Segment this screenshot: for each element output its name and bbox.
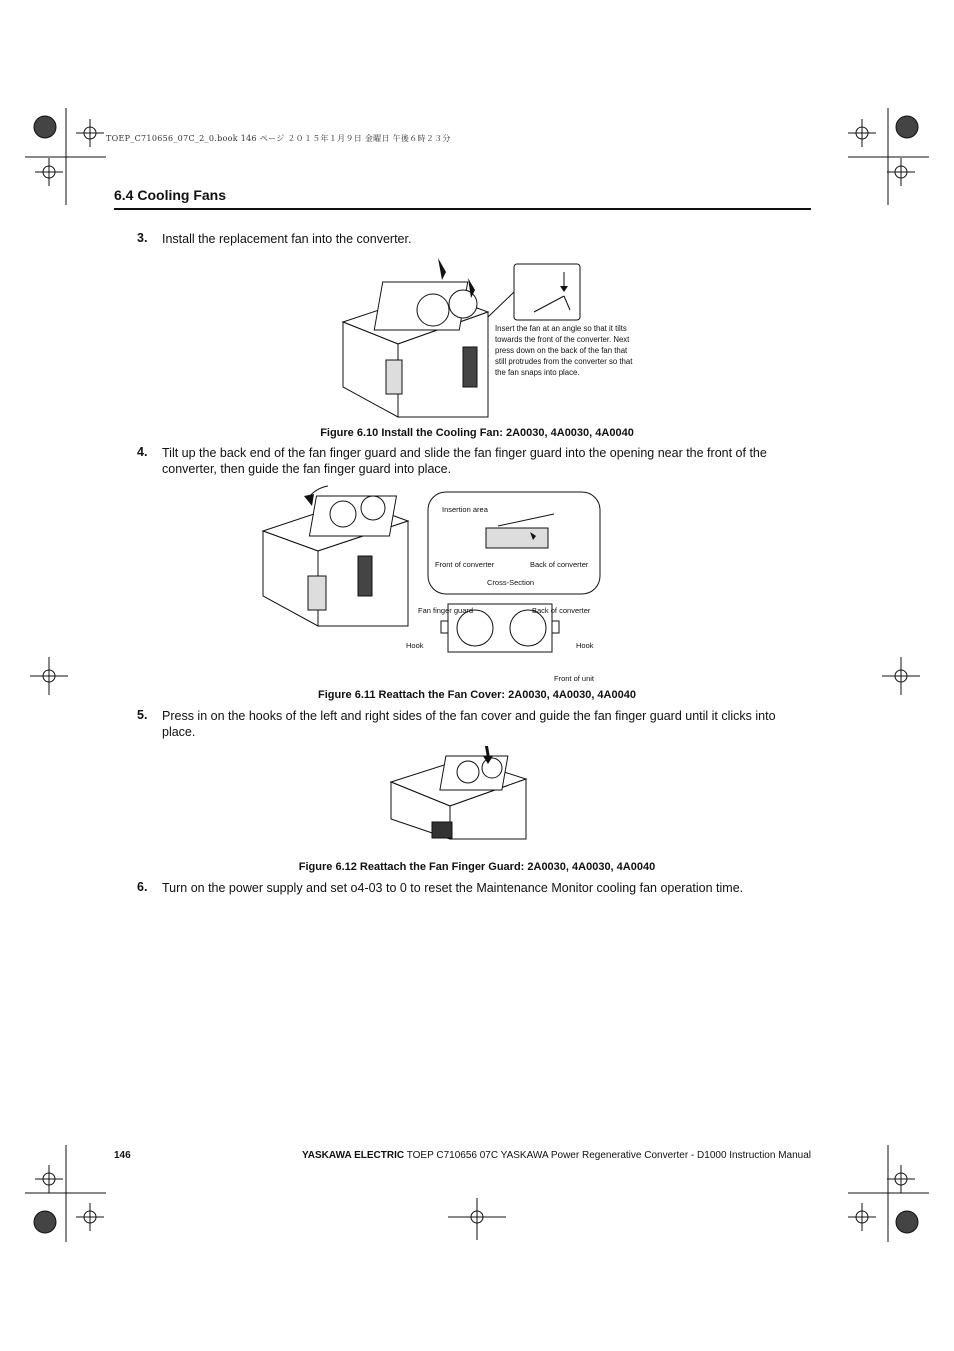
label-fan-finger-guard: Fan finger guard	[418, 606, 474, 615]
page-number: 146	[114, 1150, 131, 1161]
figure-6-10-note: Insert the fan at an angle so that it tilts towards the front of the converter. Next press down on the back of the fan that still protrudes from the converter so that the fan snaps into place.	[495, 324, 633, 377]
step-4-number: 4.	[137, 445, 148, 459]
label-front-of-converter: Front of converter	[435, 560, 495, 569]
figure-6-11-caption: Figure 6.11 Reattach the Fan Cover: 2A0030, 4A0030, 4A0040	[318, 689, 636, 701]
label-back-of-converter-2: Back of converter	[532, 606, 591, 615]
figure-6-12-caption: Figure 6.12 Reattach the Fan Finger Guard: 2A0030, 4A0030, 4A0040	[298, 861, 656, 873]
label-hook-left: Hook	[406, 641, 424, 650]
step-5-number: 5.	[137, 708, 148, 722]
step-3-text: Install the replacement fan into the converter.	[162, 232, 412, 246]
step-6-number: 6.	[137, 880, 148, 894]
section-title: 6.4 Cooling Fans	[114, 187, 227, 203]
footer-manual-title	[302, 1150, 811, 1161]
label-back-of-converter-1: Back of converter	[530, 560, 589, 569]
label-hook-right: Hook	[576, 641, 594, 650]
label-cross-section: Cross-Section	[487, 578, 535, 587]
figure-6-10-caption: Figure 6.10 Install the Cooling Fan: 2A0030, 4A0030, 4A0040	[320, 427, 634, 439]
step-5-text: Press in on the hooks of the left and right sides of the fan cover and guide the fan finger guard until it clicks into place.	[162, 709, 776, 739]
label-front-of-unit: Front of unit	[554, 674, 595, 683]
print-mark: TOEP_C710656_07C_2_0.book 146 ページ ２０１５年１月９日 金曜日 午後６時２３分	[106, 134, 451, 143]
step-6-text: Turn on the power supply and set o4-03 to 0 to reset the Maintenance Monitor cooling fan operation time.	[162, 881, 744, 895]
footer-brand: YASKAWA ELECTRIC	[302, 1150, 405, 1161]
section-rule	[114, 208, 811, 210]
step-3-number: 3.	[137, 231, 148, 245]
step-4-text: Tilt up the back end of the fan finger guard and slide the fan finger guard into the opening near the front of the converter, then guide the fan finger guard into place.	[162, 446, 767, 476]
label-insertion-area: Insertion area	[442, 505, 488, 514]
figure-6-12-illustration	[388, 744, 548, 844]
figure-6-11-illustration	[258, 476, 608, 676]
footer-manual: TOEP C710656 07C YASKAWA Power Regenerative Converter - D1000 Instruction Manual	[406, 1150, 811, 1161]
